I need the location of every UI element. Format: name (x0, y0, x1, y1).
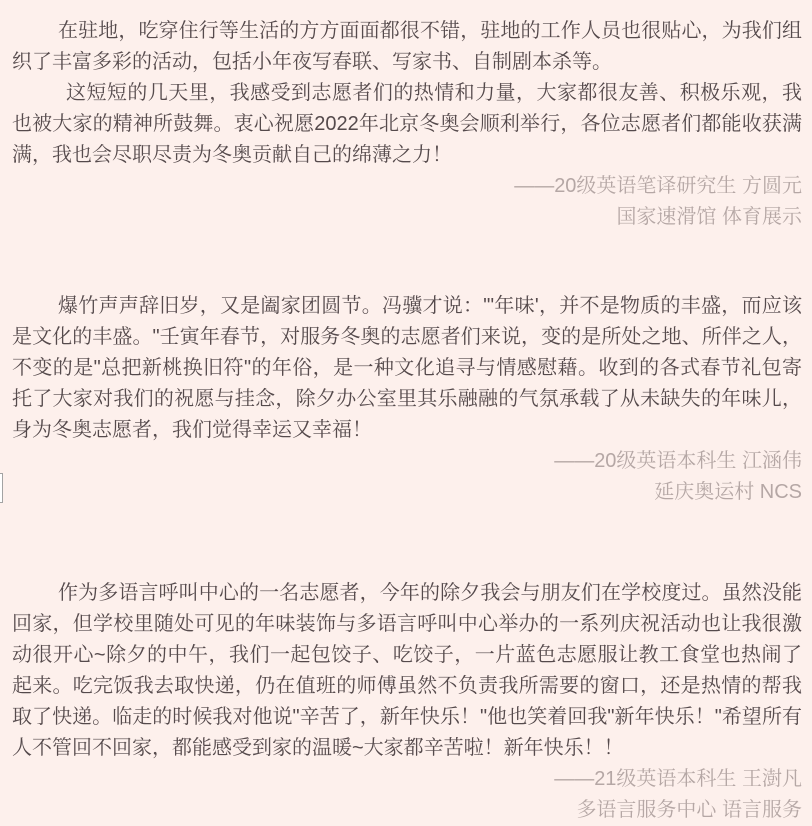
testimonial-1-attribution-affiliation: 国家速滑馆 体育展示 (616, 206, 802, 228)
testimonial-3-attribution-author: ——21级英语本科生 王澍凡 (554, 768, 802, 790)
testimonial-block-3 (12, 578, 802, 826)
left-edge-cursor-artifact (0, 473, 3, 503)
testimonial-3-attribution-affiliation: 多语言服务中心 语言服务 (576, 799, 802, 821)
testimonial-2-attribution-affiliation: 延庆奥运村 NCS (654, 481, 802, 503)
testimonial-2-attribution-author: ——20级英语本科生 江涵伟 (554, 450, 802, 472)
testimonial-block-1 (12, 16, 802, 233)
testimonial-1-attribution-author: ——20级英语笔译研究生 方圆元 (514, 175, 802, 197)
testimonial-3-paragraph-1: 作为多语言呼叫中心的一名志愿者，今年的除夕我会与朋友们在学校度过。虽然没能回家，但学校里随处可见的年味装饰与多语言呼叫中心举办的一系列庆祝活动也让我很激动很开心~除夕的中午，我们一起包饺子、吃饺子，一片蓝色志愿服让教工食堂也热闹了起来。吃完饭我去取快递，仍在值班的师傅虽然不负责我所需要的窗口，还是热情的帮我取了快递。临走的时候我对他说"辛苦了，新年快乐！"他也笑着回我"新年快乐！"希望所有人不管回不回家，都能感受到家的温暖~大家都辛苦啦！新年快乐！！ (12, 582, 802, 759)
testimonial-1-paragraph-2: 这短短的几天里，我感受到志愿者们的热情和力量，大家都很友善、积极乐观，我也被大家的精神所鼓舞。衷心祝愿2022年北京冬奥会顺利举行，各位志愿者们都能收获满满，我也会尽职尽责为冬奥贡献自己的绵薄之力！ (12, 82, 802, 166)
testimonial-block-2 (12, 291, 802, 508)
testimonial-2-paragraph-1: 爆竹声声辞旧岁，又是阖家团圆节。冯骥才说："'年味'，并不是物质的丰盛，而应该是文化的丰盛。"壬寅年春节，对服务冬奥的志愿者们来说，变的是所处之地、所伴之人，不变的是"总把新桃换旧符"的年俗，是一种文化追寻与情感慰藉。收到的各式春节礼包寄托了大家对我们的祝愿与挂念，除夕办公室里其乐融融的气氛承载了从未缺失的年味儿，身为冬奥志愿者，我们觉得幸运又幸福！ (12, 295, 802, 441)
testimonial-1-paragraph-1: 在驻地，吃穿住行等生活的方方面面都很不错，驻地的工作人员也很贴心，为我们组织了丰富多彩的活动，包括小年夜写春联、写家书、自制剧本杀等。 (12, 20, 802, 73)
